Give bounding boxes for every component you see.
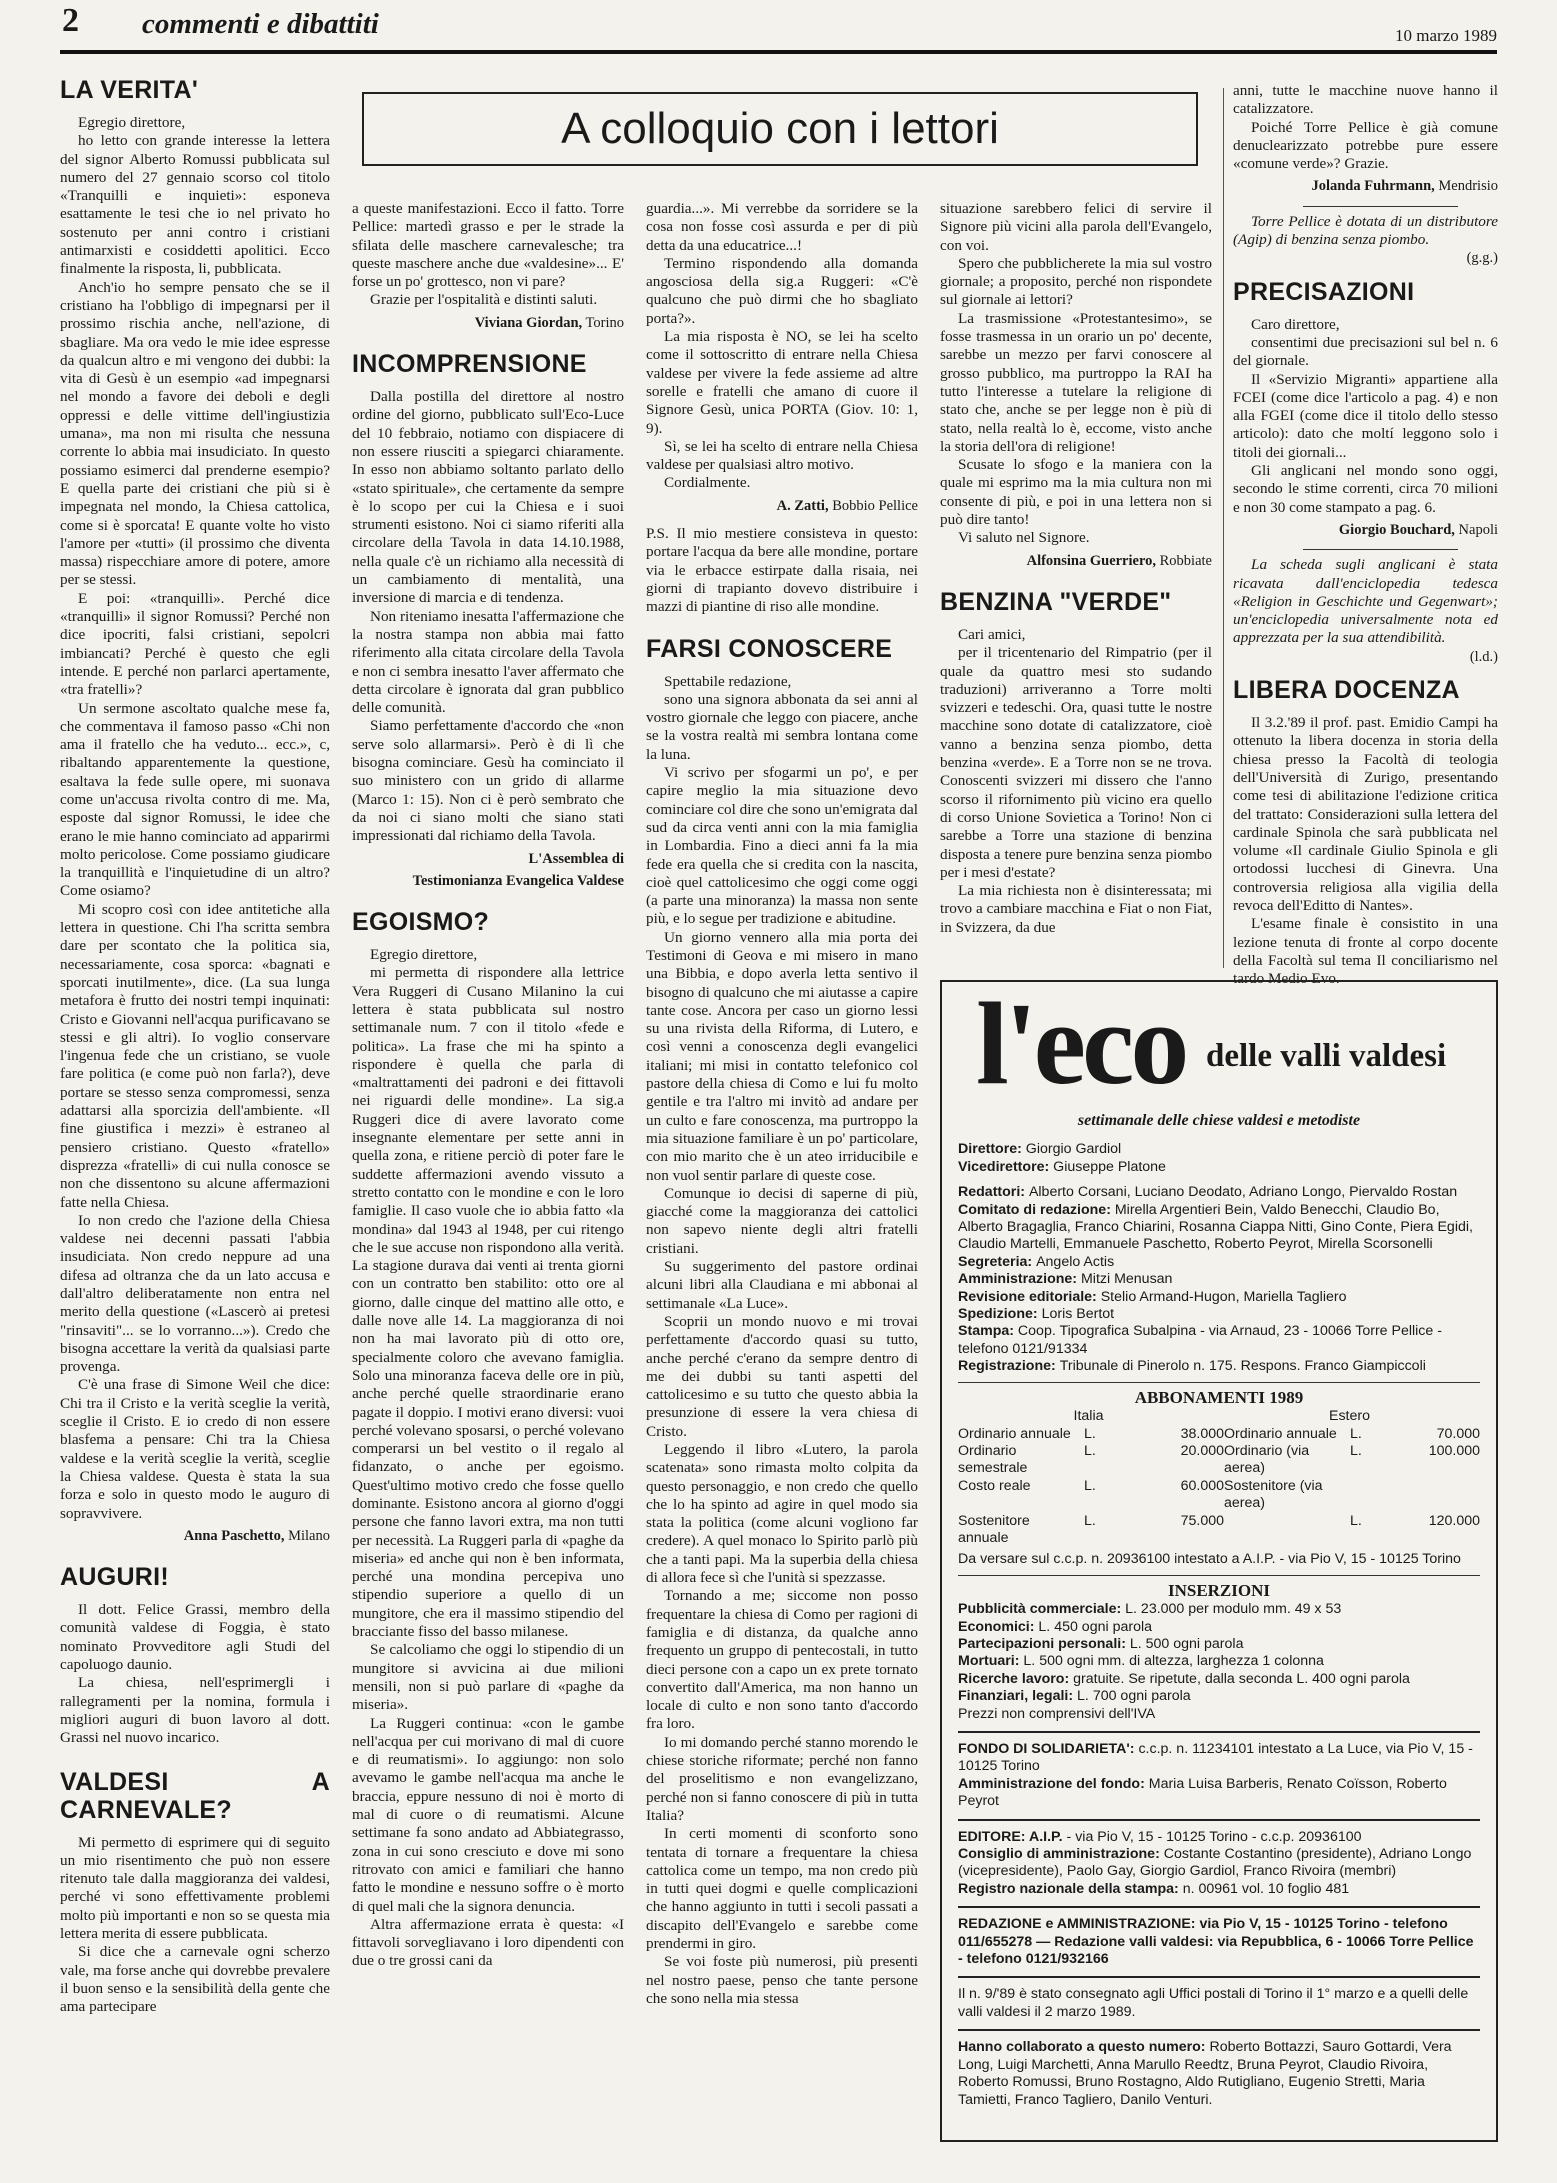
info-line: Amministrazione: Mitzi Menusan <box>958 1271 1173 1288</box>
logo-subtitle: delle valli valdesi <box>1206 1038 1447 1074</box>
table-cell: L. <box>1084 1442 1096 1459</box>
paragraph: Spero che pubblicherete la mia sul vostro giornale; a proposito, perché non rispondete sul giornale ai lettori? <box>940 254 1212 309</box>
article-body <box>1233 714 1498 988</box>
table-cell: 60.000 <box>1180 1477 1224 1494</box>
table-cell: 70.000 <box>1436 1425 1480 1442</box>
paragraph: Tornando a me; siccome non posso frequentare la chiesa di Como per ragioni di famiglia e di distanza, da qualche anno frequento un gruppo di pentecostali, in tutto dieci persone con a capo un ex prete tornato convertito dall'America, ma non hanno un locale di culto e non sono tanto d'accordo fra loro. <box>646 1587 918 1733</box>
masthead-tagline: settimanale delle chiese valdesi e metodiste <box>1077 1112 1361 1129</box>
info-line: Vicedirettore: Giuseppe Platone <box>958 1158 1166 1175</box>
paragraph: situazione sarebbero felici di servire il Signore più vicini alla parola dell'Evangelo, con voi. <box>940 200 1212 254</box>
column-divider <box>1223 88 1224 968</box>
section-title: commenti e dibattiti <box>142 8 379 40</box>
signature: (l.d.) <box>1469 648 1498 665</box>
table-cell: 120.000 <box>1428 1512 1480 1529</box>
table-cell: Costo reale <box>958 1477 1031 1494</box>
article-body <box>1233 334 1498 517</box>
table-cell: 20.000 <box>1180 1442 1224 1459</box>
staff-list <box>958 1141 1480 1176</box>
paragraph: guardia...». Mi verrebbe da sorridere se la cosa non fosse così assurda e per di più detta da una educatrice...! <box>646 200 918 254</box>
article-body <box>352 388 624 845</box>
article-body <box>60 132 330 1523</box>
table-cell: 100.000 <box>1428 1442 1480 1459</box>
article-body <box>352 200 624 310</box>
column-5 <box>1233 82 1498 988</box>
info-line: Comitato di redazione: Mirella Argentieri Bein, Valdo Benecchi, Claudio Bo, Alberto Bragaglia, Franco Chiarini, Rosanna Ciappa Nitti, Gino Conte, Piera Egidi, Claudio Martelli, Emmanuele Paschetto, Roberto Peyrot, Mirella Scorsonelli <box>958 1201 1473 1253</box>
paragraph: Grazie per l'ospitalità e distinti saluti. <box>370 291 598 309</box>
article-title: LIBERA DOCENZA <box>1233 676 1460 705</box>
table-cell: Sostenitore annuale <box>958 1512 1030 1546</box>
paragraph: Mi scopro così con idee antitetiche alla lettera in questione. Chi l'ha scritta sembra dare per scontato che la politica sia, necessariamente, cosa sporca: «bagnati e sporcati inutilmente», dice. (La sua lunga metafora è frutto dei nostri tempi inquinati: Cristo e Giovanni nell'acqua purificavano se stessi e gli altri). Io voglio conservare l'ingenua fede che un cristiano, se vuole fare politica (e come può non farla?), deve portare se stesso senza compromessi, senza adattarsi alla sporcizia dell'ambiente. «Il fine giustifica i mezzi» è estraneo al pensiero cristiano. Questo «fratello» disprezza «fratelli» di cui nulla conosce se non che dissentono su alcune affermazioni fatte nella Chiesa. <box>60 900 330 1211</box>
divider <box>958 1731 1480 1733</box>
paragraph: anni, tutte le macchine nuove hanno il catalizzatore. <box>1233 82 1498 118</box>
paragraph: La trasmissione «Protestantesimo», se fosse trasmessa in un orario un po' decente, sarebbe un mezzo per farvi conoscere al grosso pubblico, ma purtroppo la RAI ha tutto l'interesse a tutelare la religione di stato che, anche se per legge non è più di stato, nella realtà lo è, eccome, visto anche la storia dell'ora di religione! <box>940 309 1212 455</box>
info-line: Consiglio di amministrazione: Costante Costantino (presidente), Adriano Longo (vicepresidente), Paolo Gay, Giorgio Gardiol, Franco Rivoira (membri) <box>958 1846 1472 1880</box>
masthead-logo <box>958 978 1480 1112</box>
paragraph: Si dice che a carnevale ogni scherzo vale, ma forse anche qui dovrebbe prevalere il buon senso e la sensibilità della gente che ama partecipare <box>60 1943 330 2016</box>
article-body <box>940 200 1212 548</box>
salutation: Egregio direttore, <box>370 946 478 964</box>
column-4 <box>940 200 1212 970</box>
issue-date: 10 marzo 1989 <box>1395 26 1497 45</box>
info-line: EDITORE: A.I.P. - via Pio V, 15 - 10125 Torino - c.c.p. 20936100 <box>958 1828 1362 1845</box>
column-2 <box>352 200 624 2170</box>
paragraph: Gli anglicani nel mondo sono oggi, secondo le stime correnti, circa 70 milioni e non 30 come stampato a pag. 6. <box>1233 462 1498 516</box>
info-line: Direttore: Giorgio Gardiol <box>958 1141 1122 1158</box>
table-cell: L. <box>1084 1425 1096 1442</box>
paragraph: Scoprii un mondo nuovo e mi trovai perfettamente d'accordo quasi su tutto, anche perché c'erano da sempre dentro di me dei dubbi su tanti aspetti del cattolicesimo e su tutto che questo abbia la presunzione di essere la vera chiesa di Cristo. <box>646 1312 918 1440</box>
paragraph: ho letto con grande interesse la lettera del signor Alberto Romussi pubblicata sul numero del 27 gennaio scorso col titolo «Tranquilli e inquieti»: esponeva esattamente le tesi che io nel privato ho sostenuto per anni contro i cristiani antimarxisti e cosiddetti apolitici. Ecco finalmente la risposta, li, pubblicata. <box>60 132 330 278</box>
header-rule <box>60 50 1497 54</box>
article-title: VALDESI A CARNEVALE? <box>60 1767 330 1824</box>
table-cell: L. <box>1350 1442 1362 1459</box>
paragraph: La mia richiesta non è disinteressata; mi trovo a cambiare macchina e Fiat o non Fiat, in Svizzera, da due <box>940 882 1212 936</box>
paragraph: Termino rispondendo alla domanda angosciosa della sig.a Ruggeri: «C'è qualcuno che può dirmi che ho sbagliato porta?». <box>646 254 918 327</box>
paragraph: Siamo perfettamente d'accordo che «non serve solo allarmarsi». Però è di lì che bisogna cominciare. Gesù ha cominciato il suo ministero con un grido di allarme (Marco 1: 15). Non ci è però sembrato che da noi ci siano molti che siano stati impressionati dal richiamo della Tavola. <box>352 717 624 845</box>
signature: L'Assemblea di <box>528 850 624 867</box>
salutation: Spettabile redazione, <box>664 672 792 690</box>
paragraph: Comunque io decisi di saperne di più, giacché come la maggioranza dei cattolici non sapevo niente degli altri fratelli cristiani. <box>646 1184 918 1257</box>
signature: Giorgio Bouchard, Napoli <box>1338 521 1498 538</box>
paragraph: consentimi due precisazioni sul bel n. 6 del giornale. <box>1233 333 1498 370</box>
salutation: Caro direttore, <box>1251 315 1340 333</box>
salutation: Cari amici, <box>958 625 1026 643</box>
table-cell: Ordinario (via aerea) <box>1224 1442 1310 1477</box>
paragraph: Un giorno vennero alla mia porta dei Testimoni di Geova e mi misero in mano una Bibbia, e dopo averla letta sentivo il bisogno di qualcuno che mi aiutasse a capire tante cose. Ancora per caso un giorno lessi su una rivista della Riforma, di Lutero, e così venni a conoscenza degli evangelici italiani; mi misi in contatto telefonico col pastore della chiesa di Como e lui fu molto gentile e tra l'altro mi invitò ad andare per un culto e fare conoscenza, ma purtroppo la mia situazione familiare è un po' particolare, con mio marito che è un ateo irriducibile e non vuol sentir parlare di queste cose. <box>646 928 918 1184</box>
info-line: Revisione editoriale: Stelio Armand-Hugon, Mariella Tagliero <box>958 1288 1347 1305</box>
article-body <box>352 964 624 1970</box>
logo-text: l'eco <box>976 978 1186 1109</box>
column-1 <box>60 70 330 2170</box>
paragraph: Se voi foste più numerosi, più presenti nel nostro paese, penso che tante persone che sono nella mia stessa <box>646 1953 918 2007</box>
paragraph: Poiché Torre Pellice è già comune denuclearizzato potrebbe pure essere «comune verde»? Grazie. <box>1233 118 1498 173</box>
paragraph: Mi permetto di esprimere qui di seguito un mio risentimento che può non essere ritenuto tale dalla maggioranza dei valdesi, perché vi sono effettivamente problemi molto più importanti e non so se questa mia lettera merita di essere pubblicata. <box>60 1833 330 1943</box>
info-line: Segreteria: Angelo Actis <box>958 1253 1115 1270</box>
paragraph: C'è una frase di Simone Weil che dice: Chi tra il Cristo e la verità sceglie la verità, sceglie il Cristo. E io credo di non essere blasfema a pensare: Chi tra la Chiesa valdese e la verità sceglie la verità, sceglie la Chiesa valdese. Questa è stata la sua forza e solo in questo modo le auguro di sopravvivere. <box>60 1376 330 1522</box>
paragraph: per il tricentenario del Rimpatrio (per il quale da quattro mesi sto sudando traduzioni) arriveranno a Torre molti svizzeri e tedeschi. Ora, quasi tutte le nostre macchine sono dotate di catalizzatore, cioè vanno a benzina senza piombo, detta benzina «verde». E a Torre non se ne trova. Conoscenti svizzeri mi dissero che l'anno scorso il rifornimento più vicino era quello di corso Unione Sovietica a Torino! Non ci sarebbe a Torre una stazione di benzina disposta a tenere pure benzina senza piombo per i mesi d'estate? <box>940 644 1212 881</box>
paragraph: Io non credo che l'azione della Chiesa valdese nei decenni passati l'abbia insudiciata. Non credo neppure ad una difesa ad oltranza che da un lato accusa e dall'altro deliberatamente non entra nel merito della questione («Lascerò ai pretesi "rinsaviti"... se lo vorranno...»). Credo che bisogna accettare la verità da qualsiasi parte provenga. <box>60 1211 330 1376</box>
article-body <box>646 200 918 493</box>
region-label: Estero <box>1328 1408 1370 1425</box>
divider <box>1303 206 1458 207</box>
signature: Testimonianza Evangelica Valdese <box>412 872 624 889</box>
publisher-info <box>958 1829 1480 1899</box>
table-cell <box>1400 1478 1480 1513</box>
info-line: Economici: L. 450 ogni parola <box>958 1618 1153 1635</box>
divider <box>958 1976 1480 1978</box>
article-title: LA VERITA' <box>60 76 199 104</box>
banner-title: A colloquio con i lettori <box>362 92 1198 166</box>
info-line: Partecipazioni personali: L. 500 ogni parola <box>958 1635 1244 1652</box>
info-line: Spedizione: Loris Bertot <box>958 1306 1115 1323</box>
paragraph: Scusate lo sfogo e la maniera con la quale mi esprimo ma la mia cultura non mi consente di più, e poi in una lettera non si può dire tanto! <box>940 456 1212 529</box>
paragraph: Vi scrivo per sfogarmi un po', e per capire meglio la mia situazione devo cominciare col dire che sono un'emigrata dal sud da circa venti anni con la mia famiglia in Lombardia. Fino a dieci anni fa la mia fede era quella che si credita con la nascita, cioè quel cattolicesimo che oggi come oggi (a parte una minoranza) la massa non sente più, e lo segue per tradizione e abitudine. <box>646 764 918 928</box>
paragraph: Io mi domando perché stanno morendo le chiese storiche riformate; perché non fanno del proselitismo e non evangelizzano, perché non si fanno conoscere di più in tutta Italia? <box>646 1733 918 1824</box>
paragraph: Il «Servizio Migranti» appartiene alla FCEI (come dice l'articolo a pag. 4) e non alla FGEI (come dice il titolo dello stesso articolo): dato che moltí leggono solo i titoli dei giornali... <box>1233 370 1498 461</box>
subscriptions-payment: Da versare sul c.c.p. n. 20936100 intestato a A.I.P. - via Pio V, 15 - 10125 Torino <box>958 1551 1461 1568</box>
paragraph: Anch'io ho sempre pensato che se il cristiano ha l'obbligo di impegnarsi per il prossimo rischia anche, nell'azione, di sbagliare. Ma ora vedo le mie idee espresse da qualcun altro e mi vengono dei dubbi: la vita di Gesù è un esempio «ad impegnarsi nel mondo a favore dei deboli e degli oppressi e delle vittime dell'ingiustizia umana», ma non mi risulta che nessuna corrente lo abbia mai insudiciato. In questo possiamo esimerci dal prenderne esempio? E quella parte dei cristiani che più si è impegnata nel mondo, la Chiesa cattolica, come si è sporcata! E quante volte ho visto l'amore per «tutti» (il prossimo che diventa massa) rispecchiare amore di potere, amore per se stessi. <box>60 278 330 589</box>
editor-note: La scheda sugli anglicani è stata ricavata dall'enciclopedia tedesca «Religion in Geschichte und Gegenwart»; un'enciclopedia universalmente nota ed apprezzata per la sua attendibilità. <box>1233 556 1498 647</box>
subscriptions-table <box>958 1426 1480 1548</box>
divider <box>1303 549 1458 550</box>
article-body <box>60 1834 330 2017</box>
info-line: Registro nazionale della stampa: n. 00961 vol. 10 foglio 481 <box>958 1880 1350 1897</box>
divider <box>958 1382 1480 1383</box>
paragraph: Altra affermazione errata è questa: «I fittavoli sorvegliavano i loro dipendenti con due o tre grossi cani da <box>352 1915 624 1970</box>
info-line: Pubblicità commerciale: L. 23.000 per modulo mm. 49 x 53 <box>958 1601 1342 1618</box>
ads-note: Prezzi non comprensivi dell'IVA <box>958 1705 1156 1722</box>
table-cell: Ordinario annuale <box>1224 1425 1337 1442</box>
paragraph: La mia risposta è NO, se lei ha scelto come il sottoscritto di entrare nella Chiesa valdese per vivere la fede assieme ad altre sorelle e fratelli che amano di cuore il Signore Gesù, unica PORTA (Giov. 10: 1, 9). <box>646 328 918 437</box>
info-line: Registrazione: Tribunale di Pinerolo n. 175. Respons. Franco Giampiccoli <box>958 1358 1426 1375</box>
article-title: FARSI CONOSCERE <box>646 634 893 663</box>
staff-list <box>958 1184 1480 1375</box>
salutation: Egregio direttore, <box>78 114 186 131</box>
info-line: FONDO DI SOLIDARIETA': c.c.p. n. 11234101 intestato a La Luce, via Pio V, 15 - 10125 Torino <box>958 1741 1473 1775</box>
info-line: Ricerche lavoro: gratuite. Se ripetute, dalla seconda L. 400 ogni parola <box>958 1670 1410 1687</box>
paragraph: Un sermone ascoltato qualche mese fa, che commentava il famoso passo «Chi non ama il fratello che ha veduto... ecc.», c, ribaltando apparentemente la questione, esaltava la fede sulle opere, mi suonava come un'accusa rivolta contro di me. Ma, esposte dal signor Romussi, le idee che erano le mie hanno cominciato ad apparirmi molto pericolose. Come possiamo giudicare la tranquillità e l'inquietudine di un altro? Come osiamo? <box>60 699 330 900</box>
info-line: Amministrazione del fondo: Maria Luisa Barberis, Renato Coïsson, Roberto Peyrot <box>958 1775 1447 1810</box>
signature: (g.g.) <box>1466 250 1498 267</box>
article-body <box>940 644 1212 937</box>
paragraph: Su suggerimento del pastore ordinai alcuni libri alla Claudiana e mi abbonai al settimanale «La Luce». <box>646 1258 918 1312</box>
info-line: Finanziari, legali: L. 700 ogni parola <box>958 1688 1191 1705</box>
paragraph: La chiesa, nell'esprimergli i rallegramenti per la nomina, formula i migliori auguri di buon lavoro al dott. Grassi nel nuovo incarico. <box>60 1674 330 1747</box>
contributors: Hanno collaborato a questo numero: Roberto Bottazzi, Sauro Gottardi, Vera Long, Luigi Marchetti, Anna Marullo Reedtz, Bruna Peyrot, Claudio Rivoira, Roberto Romussi, Bruno Rostagno, Aldo Rutigliano, Eugenio Stretti, Maria Tamietti, Franco Tagliero, Danilo Venturi. <box>958 2039 1452 2108</box>
paragraph: Cordialmente. <box>664 474 751 492</box>
signature: Viviana Giordan, Torino <box>474 314 624 331</box>
table-cell <box>1350 1478 1400 1513</box>
paragraph: L'esame finale è consistito in una lezione tenuta di fronte al corpo docente della Facoltà sul tema Il conciliarismo nel tardo Medio Evo. <box>1233 915 1498 988</box>
article-title: EGOISMO? <box>352 908 490 937</box>
article-body <box>1233 82 1498 173</box>
table-cell: 75.000 <box>1180 1512 1224 1529</box>
table-cell: Ordinario annuale <box>958 1425 1071 1442</box>
table-cell <box>1224 1513 1350 1548</box>
subscriptions-title: ABBONAMENTI 1989 <box>1134 1387 1304 1407</box>
table-cell: Sostenitore (via aerea) <box>1224 1477 1323 1512</box>
divider <box>958 2029 1480 2031</box>
article-title: AUGURI! <box>60 1563 170 1592</box>
paragraph: Leggendo il libro «Lutero, la parola scatenata» sono rimasta molto colpita da questo personaggio, e non credo che quello che lo ha spinto ad agire in quel modo sia stata la politica (come alcuni vogliono far credere). A quel monaco lo Spirito parlò più che a tanti papi. Ma la superbia della chiesa di allora fece sì che l'unità si spezzasse. <box>646 1441 918 1587</box>
editorial-address: REDAZIONE e AMMINISTRAZIONE: via Pio V, 15 - 10125 Torino - telefono 011/655278 — Redazione valli valdesi: via Repubblica, 6 - 10066 Torre Pellice - telefono 0121/932166 <box>958 1916 1474 1968</box>
table-cell: L. <box>1084 1512 1096 1529</box>
fund-info <box>958 1741 1480 1811</box>
paragraph: Dalla postilla del direttore al nostro ordine del giorno, pubblicato sull'Eco-Luce del 10 febbraio, notiamo con dispiacere di non essere riusciti a spiegarci chiaramente. In esso non abbiamo soltanto parlato dello «stato spirituale», che certamente da sempre è lo scopo per cui la Chiesa e i suoi strumenti esistono. Noi ci siamo riferiti alla circolare della Tavola in data 14.10.1988, nella quale c'è un richiamo alla necessità di un cambiamento di mentalità, una inversione di marcia e di tendenza. <box>352 388 624 607</box>
info-line: Redattori: Alberto Corsani, Luciano Deodato, Adriano Longo, Piervaldo Rostan <box>958 1184 1458 1201</box>
paragraph: Sì, se lei ha scelto di entrare nella Chiesa valdese per qualsiasi altro motivo. <box>646 437 918 474</box>
region-label: Italia <box>1073 1408 1104 1425</box>
paragraph: Vi saluto nel Signore. <box>958 529 1090 547</box>
column-3 <box>646 200 918 2170</box>
table-cell: L. <box>1350 1425 1362 1442</box>
article-title: BENZINA "VERDE" <box>940 587 1172 616</box>
page-number: 2 <box>62 2 79 39</box>
signature: Anna Paschetto, Milano <box>183 1527 330 1544</box>
article-title: PRECISAZIONI <box>1233 277 1415 306</box>
info-line: Stampa: Coop. Tipografica Subalpina - via Arnaud, 23 - 10066 Torre Pellice - telefono 0121/91334 <box>958 1323 1442 1357</box>
postscript: P.S. Il mio mestiere consisteva in questo: portare l'acqua da bere alle mondine, portare via le erbacce estirpate dalla risaia, nei giorni di trapianto dovevo distribuire i mazzi di piantine di riso alle mondine. <box>646 525 918 616</box>
mailing-note: Il n. 9/'89 è stato consegnato agli Uffici postali di Torino il 1° marzo e a quelli delle valli valdesi il 2 marzo 1989. <box>958 1986 1469 2020</box>
table-cell: 38.000 <box>1180 1425 1224 1442</box>
paragraph: sono una signora abbonata da sei anni al vostro giornale che leggo con piacere, anche se la vostra realtà mi sembra lontana come la luna. <box>646 690 918 763</box>
paragraph: mi permetta di rispondere alla lettrice Vera Ruggeri di Cusano Milanino la cui lettera è stata pubblicata sul nostro settimanale num. 7 con il titolo «fede e politica». La frase che mi ha spinto a rispondere è quella che parla di «maltrattamenti dei padroni e dei fittavoli nei riguardi delle mondine». La sig.a Ruggeri dice di avere lavorato come insegnante elementare per sette anni in quella zona, e ritiene perciò di poter fare le suddette affermazioni avendo vissuto a stretto contatto con le mondine e con le loro famiglie. Il caso vuole che io abbia fatto «la mondina» dal 1943 al 1948, per cui ritengo che le sue accuse non rispondono alla verità. La stagione durava dai venti ai trenta giorni con un contratto ben stabilito: otto ore al giorno, dalle cinque del mattino alle otto, e dalle nove alle 14. La maggioranza di noi non ha mai lavorato più di otto ore, specialmente coloro che avevano famiglia. Solo una minoranza faceva delle ore in più, anche perché quelle straordinarie erano pagate il doppio. I motivi erano diversi: vuoi perché volevano sposarsi, o perché volevano comperarsi un bel vestito o il regalo al fidanzato, o anche per egoismo. Quest'ultimo motivo credo che fosse quello dominante. Esistono ancora al giorno d'oggi persone che fanno lavori extra, ma non tutti per necessità. La Ruggeri parla di «paghe da miseria» ed anche qui non è ben informata, perché una mondina percepiva uno stipendio superiore a quello di un mungitore, che era il massimo stipendio del bracciante fisso del basso milanese. <box>352 964 624 1641</box>
ads-list <box>958 1601 1480 1705</box>
paragraph: E poi: «tranquilli». Perché dice «tranquilli» il signor Romussi? Perché non dice ipocriti, falsi cristiani, sepolcri imbiancati? Perché è questo che egli intende. E perché non parlarci apertamente, «tra fratelli»? <box>60 589 330 699</box>
paragraph: Il 3.2.'89 il prof. past. Emidio Campi ha ottenuto la libera docenza in storia della chiesa presso la Facoltà di teologia dell'Università di Zurigo, presentando come tesi di abilitazione l'edizione critica del trattato: Considerazioni sulla lettera del cardinale Spinola che sarà pubblicata nel volume «Il cardinale Giulio Spinola e gli ortodossi lucchesi di Ginevra. Una controversia religiosa alla vigilia della revoca dell'Editto di Nantes». <box>1233 714 1498 914</box>
article-body <box>646 691 918 2008</box>
info-line: Mortuari: L. 500 ogni mm. di altezza, larghezza 1 colonna <box>958 1653 1324 1670</box>
paragraph: Il dott. Felice Grassi, membro della comunità valdese di Foggia, è stato nominato Provveditore agli Studi del capoluogo daunio. <box>60 1601 330 1674</box>
paragraph: Non riteniamo inesatta l'affermazione che la nostra stampa non abbia mai fatto riferimento alla citata circolare della Tavola e non ci sembra inesatto l'aver affermato che detta circolare è ignorata dal gran pubblico delle comunità. <box>352 607 624 717</box>
subscriptions-regions <box>958 1408 1480 1425</box>
ads-title: INSERZIONI <box>1167 1580 1271 1600</box>
paragraph: Se calcoliamo che oggi lo stipendio di un mungitore si avvicina ai due milioni mensili, non si può parlare di «paghe da miseria». <box>352 1641 624 1714</box>
article-title: INCOMPRENSIONE <box>352 350 587 379</box>
table-cell: Ordinario semestrale <box>958 1442 1028 1477</box>
masthead-box <box>940 980 1498 2142</box>
signature: Jolanda Fuhrmann, Mendrisio <box>1311 178 1498 195</box>
paragraph: In certi momenti di sconforto sono tentata di tornare a frequentare la chiesa cattolica come un tempo, ma non credo più in tutti quei dogmi e quelle complicazioni che hanno aggiunto in tutti i secoli passati a discapito dell'Evangelo e sarebbe come prendermi in giro. <box>646 1825 918 1953</box>
table-cell: L. <box>1350 1512 1362 1529</box>
paragraph: La Ruggeri continua: «con le gambe nell'acqua per cui morivano di mal di cuore e di reumatismi». Io aggiungo: non solo avevamo le gambe nell'acqua ma anche le braccia, eppure nessuno di noi è morto di mal di cuore o di reumatismi. Alcune settimane fa sono andato ad Abbiategrasso, zona in cui sono cresciuto e dove mi sono ritrovato con amici e familiari che hanno fatto le mondine e nessuno soffre o è morto di quel mali che la signora denuncia. <box>352 1714 624 1915</box>
table-cell: L. <box>1084 1477 1096 1494</box>
divider <box>958 1819 1480 1821</box>
signature: Alfonsina Guerriero, Robbiate <box>1026 552 1212 569</box>
divider <box>958 1575 1480 1576</box>
divider <box>958 1906 1480 1908</box>
article-body <box>60 1601 330 1747</box>
paragraph: a queste manifestazioni. Ecco il fatto. Torre Pellice: martedì grasso e per le strade la sfilata delle maschere carnevalesche; tra queste maschere anche due «valdesine»... E' forse un po' grottesco, non vi pare? <box>352 200 624 291</box>
signature: A. Zatti, Bobbio Pellice <box>776 497 918 514</box>
editor-note: Torre Pellice è dotata di un distributore (Agip) di benzina senza piombo. <box>1233 212 1498 249</box>
